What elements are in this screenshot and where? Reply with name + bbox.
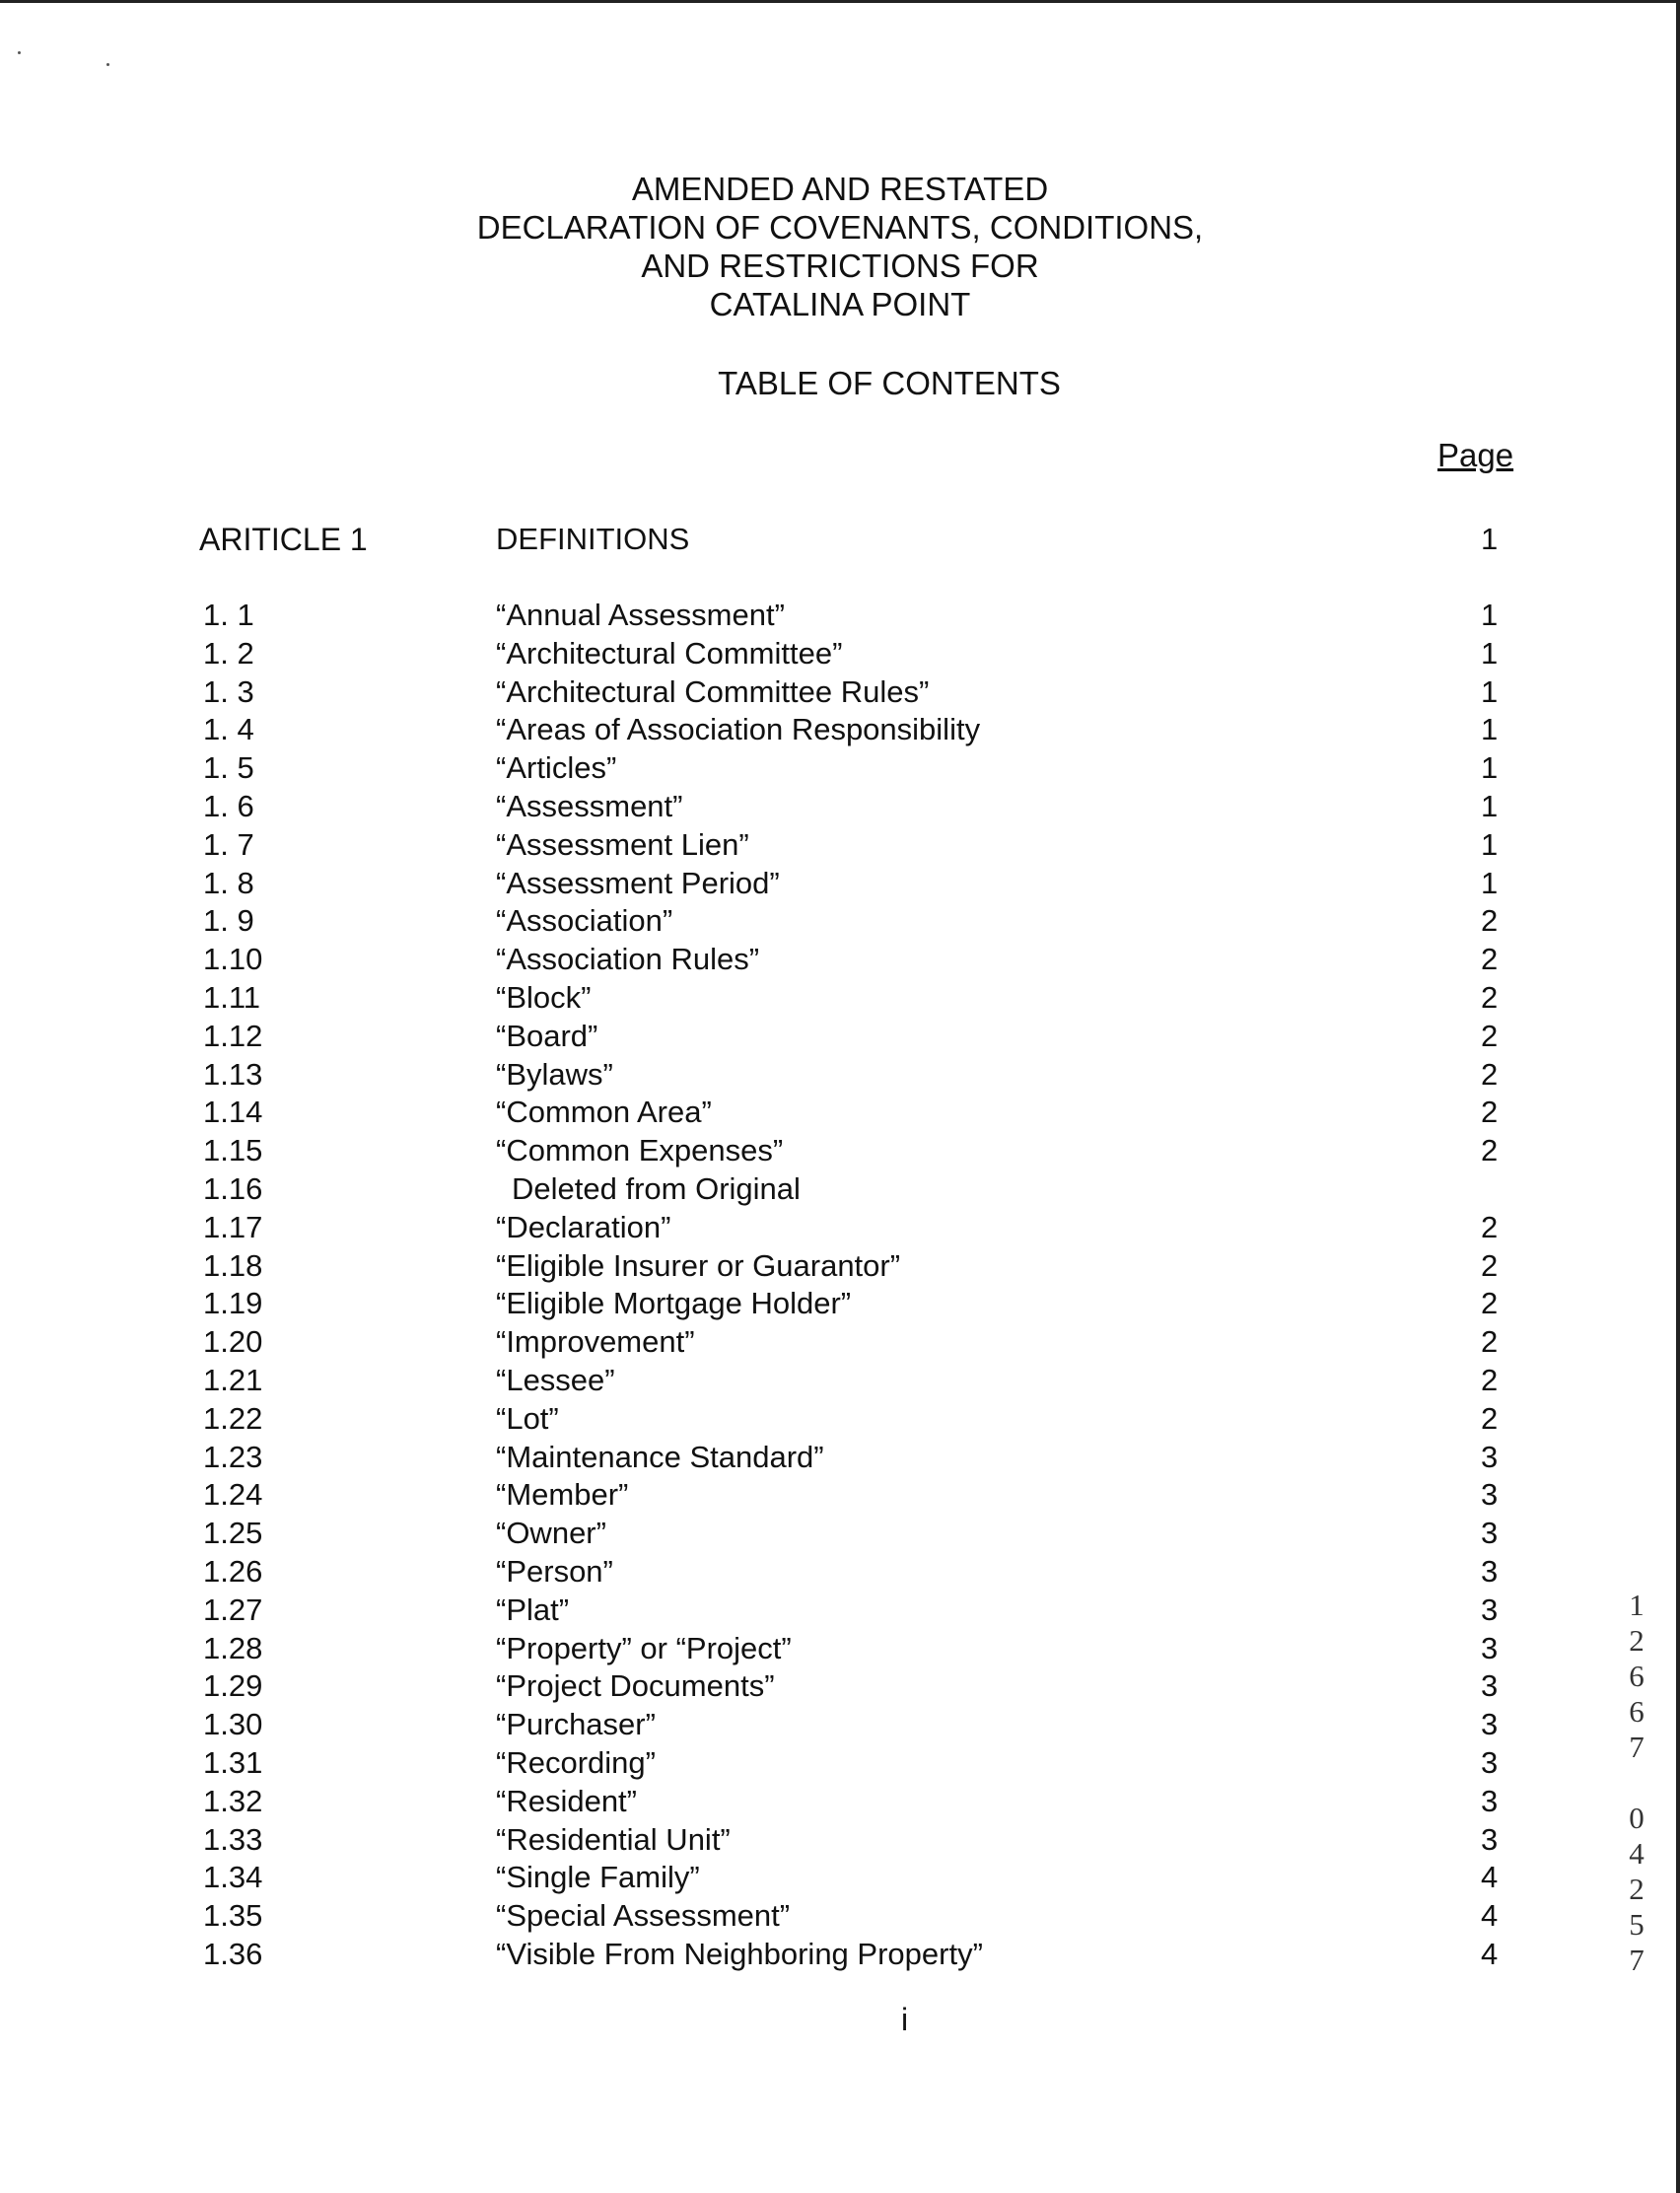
entry-page: 1 (1481, 789, 1499, 823)
entry-title: “Residential Unit” (496, 1821, 1413, 1859)
entry-title: “Annual Assessment” (496, 597, 1413, 634)
scan-edge-top (0, 0, 1680, 3)
entry-number: 1. 7 (203, 827, 254, 862)
entry-title: “Association Rules” (496, 941, 1413, 978)
entry-number: 1.36 (203, 1937, 263, 1971)
entry-number: 1.12 (203, 1019, 263, 1053)
entry-title: “Bylaws” (496, 1056, 1413, 1094)
entry-number: 1.19 (203, 1286, 263, 1320)
entry-number: 1.25 (203, 1516, 263, 1550)
entry-page: 2 (1481, 980, 1499, 1015)
header-line: DECLARATION OF COVENANTS, CONDITIONS, (476, 209, 1204, 246)
toc-entry-row (0, 1247, 1680, 1285)
toc-entry-row (0, 1783, 1680, 1820)
toc-entry-row (0, 597, 1680, 634)
entry-number: 1.17 (203, 1210, 263, 1244)
entry-page: 3 (1481, 1516, 1499, 1550)
entry-title: “Person” (496, 1553, 1413, 1591)
entry-title: “Assessment Lien” (496, 826, 1413, 864)
article-page: 1 (1481, 522, 1499, 556)
entry-number: 1.20 (203, 1324, 263, 1359)
entry-number: 1.28 (203, 1631, 263, 1665)
entry-title: “Block” (496, 979, 1413, 1017)
toc-title: TABLE OF CONTENTS (718, 365, 1061, 401)
entry-title: “Special Assessment” (496, 1897, 1413, 1935)
entry-title: “Improvement” (496, 1323, 1413, 1361)
entry-number: 1.15 (203, 1133, 263, 1167)
entry-page: 3 (1481, 1554, 1499, 1589)
entry-title: “Architectural Committee Rules” (496, 673, 1413, 711)
toc-entry-row (0, 1439, 1680, 1476)
entry-number: 1.22 (203, 1401, 263, 1436)
entry-number: 1.35 (203, 1898, 263, 1933)
entry-title: “Member” (496, 1476, 1413, 1514)
entry-number: 1. 4 (203, 712, 254, 746)
entry-number: 1.33 (203, 1822, 263, 1857)
toc-entry-row (0, 1132, 1680, 1169)
entry-page: 1 (1481, 674, 1499, 709)
entry-number: 1.34 (203, 1860, 263, 1894)
entry-page: 1 (1481, 827, 1499, 862)
toc-entry-row (0, 1170, 1680, 1208)
entry-page: 3 (1481, 1631, 1499, 1665)
toc-entry-row (0, 1515, 1680, 1552)
toc-entry-row (0, 826, 1680, 864)
entry-title: “Eligible Insurer or Guarantor” (496, 1247, 1413, 1285)
entry-page: 3 (1481, 1592, 1499, 1627)
toc-entry-row (0, 1667, 1680, 1705)
entry-number: 1.27 (203, 1592, 263, 1627)
toc-entry-row (0, 1553, 1680, 1591)
entry-number: 1.23 (203, 1440, 263, 1474)
entry-title: “Visible From Neighboring Property” (496, 1936, 1413, 1973)
entry-title: “Project Documents” (496, 1667, 1413, 1705)
toc-entry-row (0, 1859, 1680, 1896)
entry-title: Deleted from Original (512, 1171, 801, 1206)
entry-title: “Common Expenses” (496, 1132, 1413, 1169)
entry-title: “Lessee” (496, 1362, 1413, 1399)
toc-entry-row (0, 1821, 1680, 1859)
toc-entry-row (0, 1018, 1680, 1055)
entry-number: 1.11 (203, 980, 261, 1015)
entry-title: “Association” (496, 902, 1413, 940)
entry-number: 1. 3 (203, 674, 254, 709)
entry-page: 3 (1481, 1707, 1499, 1741)
entry-page: 3 (1481, 1440, 1499, 1474)
toc-entry-row (0, 1592, 1680, 1629)
entry-title: “Board” (496, 1018, 1413, 1055)
entry-number: 1.14 (203, 1095, 263, 1129)
entry-title: “Owner” (496, 1515, 1413, 1552)
toc-entry-row (0, 1897, 1680, 1935)
entry-title: “Areas of Association Responsibility (496, 711, 1413, 748)
entry-title: “Common Area” (496, 1094, 1413, 1131)
toc-entry-row (0, 979, 1680, 1017)
toc-entry-row (0, 1209, 1680, 1246)
entry-title: “Assessment” (496, 788, 1413, 825)
entry-title: “Maintenance Standard” (496, 1439, 1413, 1476)
header-line: CATALINA POINT (709, 286, 971, 322)
toc-entry-row (0, 788, 1680, 825)
toc-entry-row (0, 1476, 1680, 1514)
entry-number: 1.30 (203, 1707, 263, 1741)
entry-page: 3 (1481, 1668, 1499, 1703)
entry-number: 1.32 (203, 1784, 263, 1818)
toc-entry-row (0, 1285, 1680, 1322)
entry-page: 2 (1481, 1210, 1499, 1244)
footer-page-number: i (901, 2002, 909, 2037)
entry-number: 1.16 (203, 1171, 263, 1206)
entry-page: 4 (1481, 1898, 1499, 1933)
toc-entry-row (0, 635, 1680, 672)
entry-page: 1 (1481, 750, 1499, 785)
entry-page: 2 (1481, 1248, 1499, 1283)
entry-number: 1.29 (203, 1668, 263, 1703)
entry-number: 1.18 (203, 1248, 263, 1283)
toc-entry-row (0, 902, 1680, 940)
entry-page: 3 (1481, 1784, 1499, 1818)
toc-entry-row (0, 1706, 1680, 1743)
header-line: AMENDED AND RESTATED (631, 171, 1049, 207)
entry-page: 2 (1481, 1057, 1499, 1092)
entry-title: “Assessment Period” (496, 865, 1413, 902)
entry-page: 2 (1481, 942, 1499, 976)
toc-entry-row (0, 1400, 1680, 1438)
entry-page: 3 (1481, 1745, 1499, 1780)
entry-page: 2 (1481, 1401, 1499, 1436)
entry-number: 1.10 (203, 942, 263, 976)
entry-page: 2 (1481, 1019, 1499, 1053)
entry-page: 1 (1481, 636, 1499, 671)
entry-number: 1. 1 (203, 598, 254, 632)
entry-page: 3 (1481, 1477, 1499, 1512)
toc-entry-row (0, 1323, 1680, 1361)
toc-entry-row (0, 1056, 1680, 1094)
entry-title: “Property” or “Project” (496, 1630, 1413, 1667)
toc-entry-row (0, 1094, 1680, 1131)
entry-page: 4 (1481, 1860, 1499, 1894)
entry-page: 2 (1481, 1363, 1499, 1397)
toc-entry-row (0, 749, 1680, 787)
entry-page: 2 (1481, 1286, 1499, 1320)
entry-title: “Declaration” (496, 1209, 1413, 1246)
toc-entry-row (0, 711, 1680, 748)
page-column-label: Page (1437, 437, 1514, 473)
entry-number: 1. 8 (203, 866, 254, 900)
header-line: AND RESTRICTIONS FOR (641, 248, 1039, 284)
entry-number: 1.24 (203, 1477, 263, 1512)
article-label: ARITICLE 1 (199, 522, 368, 557)
entry-title: “Purchaser” (496, 1706, 1413, 1743)
entry-page: 1 (1481, 598, 1499, 632)
entry-number: 1. 5 (203, 750, 254, 785)
entry-page: 2 (1481, 1095, 1499, 1129)
entry-page: 2 (1481, 1133, 1499, 1167)
entry-title: “Plat” (496, 1592, 1413, 1629)
entry-title: “Architectural Committee” (496, 635, 1413, 672)
toc-entry-row (0, 673, 1680, 711)
toc-entry-row (0, 865, 1680, 902)
entry-number: 1.31 (203, 1745, 263, 1780)
toc-entry-row (0, 1630, 1680, 1667)
entry-page: 3 (1481, 1822, 1499, 1857)
entry-number: 1. 9 (203, 903, 254, 938)
entry-title: “Recording” (496, 1744, 1413, 1782)
toc-entry-row (0, 1936, 1680, 1973)
entry-title: “Resident” (496, 1783, 1413, 1820)
entry-title: “Lot” (496, 1400, 1413, 1438)
toc-entry-row (0, 941, 1680, 978)
entry-number: 1. 6 (203, 789, 254, 823)
entry-number: 1.21 (203, 1363, 263, 1397)
scan-speck (18, 51, 21, 54)
document-header (0, 170, 1680, 323)
entry-number: 1.26 (203, 1554, 263, 1589)
entry-title: “Eligible Mortgage Holder” (496, 1285, 1413, 1322)
side-stamp-number: 1 2 6 6 7 0 4 2 5 7 (1629, 1588, 1645, 1977)
entry-title: “Articles” (496, 749, 1413, 787)
article-title: DEFINITIONS (496, 521, 1413, 558)
entry-page: 4 (1481, 1937, 1499, 1971)
toc-entry-row (0, 1744, 1680, 1782)
entry-number: 1.13 (203, 1057, 263, 1092)
entry-title: “Single Family” (496, 1859, 1413, 1896)
entry-page: 2 (1481, 903, 1499, 938)
entry-number: 1. 2 (203, 636, 254, 671)
entry-page: 1 (1481, 712, 1499, 746)
toc-entry-row (0, 1362, 1680, 1399)
entry-page: 1 (1481, 866, 1499, 900)
entry-page: 2 (1481, 1324, 1499, 1359)
article-row (0, 521, 1680, 558)
scan-speck (106, 63, 109, 66)
